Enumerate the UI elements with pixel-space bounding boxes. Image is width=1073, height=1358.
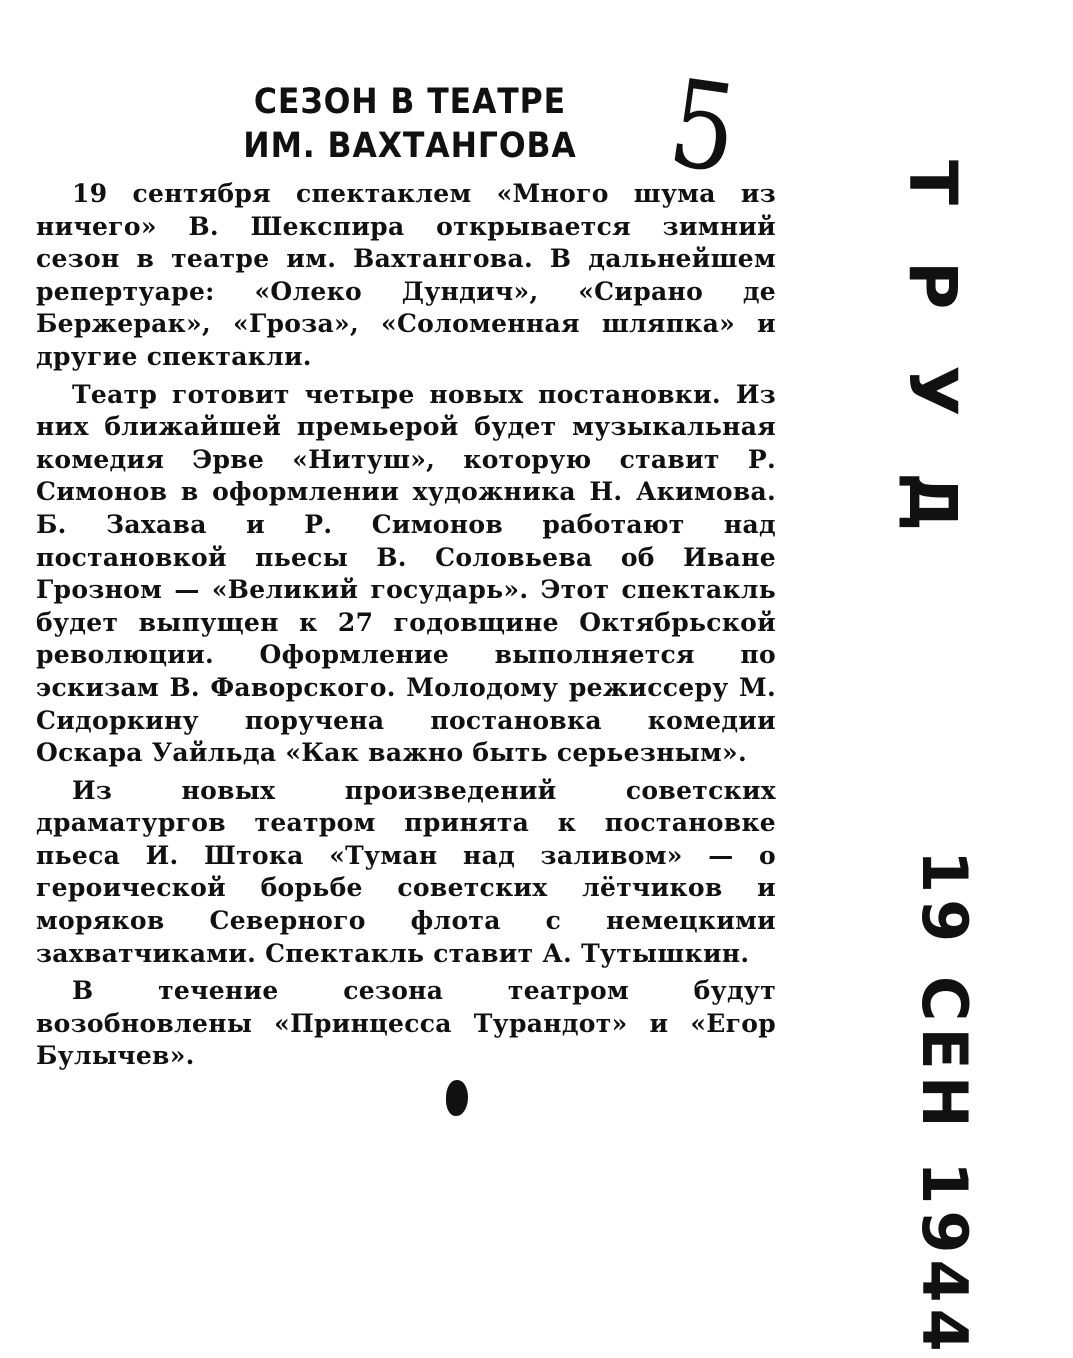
ink-blot: [446, 1080, 468, 1116]
headline-line-1: СЕЗОН В ТЕАТРЕ: [253, 82, 567, 122]
newspaper-name-stamp: ТРУД: [894, 160, 971, 588]
article-paragraph-4: В течение сезона театром будут возобновлены «Принцесса Турандот» и «Егор Булычев».: [36, 976, 776, 1071]
article-headline: [221, 80, 599, 168]
handwritten-page-mark: 5: [661, 54, 746, 201]
date-stamp: 19 СЕН 1944: [908, 850, 981, 1358]
headline-line-2: ИМ. ВАХТАНГОВА: [243, 126, 577, 166]
article-paragraph-2: Театр готовит четыре новых постановки. Из них ближайшей премьерой будет музыкальная комедия Эрве «Нитуш», которую ставит Р. Симонов в оформлении художника Н. Акимова. Б. Захава и Р. Симонов работают над постановкой пьесы В. Соловьева об Иване Грозном — «Великий государь». Этот спектакль будет выпущен к 27 годовщине Октябрьской революции. Оформление выполняется по эскизам В. Фаворского. Молодому режиссеру М. Сидоркину поручена постановка комедии Оскара Уайльда «Как важно быть серьезным».: [36, 379, 776, 768]
article-body: [36, 178, 776, 1078]
article-paragraph-1: 19 сентября спектаклем «Много шума из ничего» В. Шекспира открывается зимний сезон в театре им. Вахтангова. В дальнейшем репертуаре: «Олеко Дундич», «Сирано де Бержерак», «Гроза», «Соломенная шляпка» и другие спектакли.: [36, 179, 776, 371]
article-paragraph-3: Из новых произведений советских драматургов театром принята к постановке пьеса И. Штока «Туман над заливом» — о героической борьбе советских лётчиков и моряков Северного флота с немецкими захватчиками. Спектакль ставит А. Тутышкин.: [36, 775, 776, 968]
